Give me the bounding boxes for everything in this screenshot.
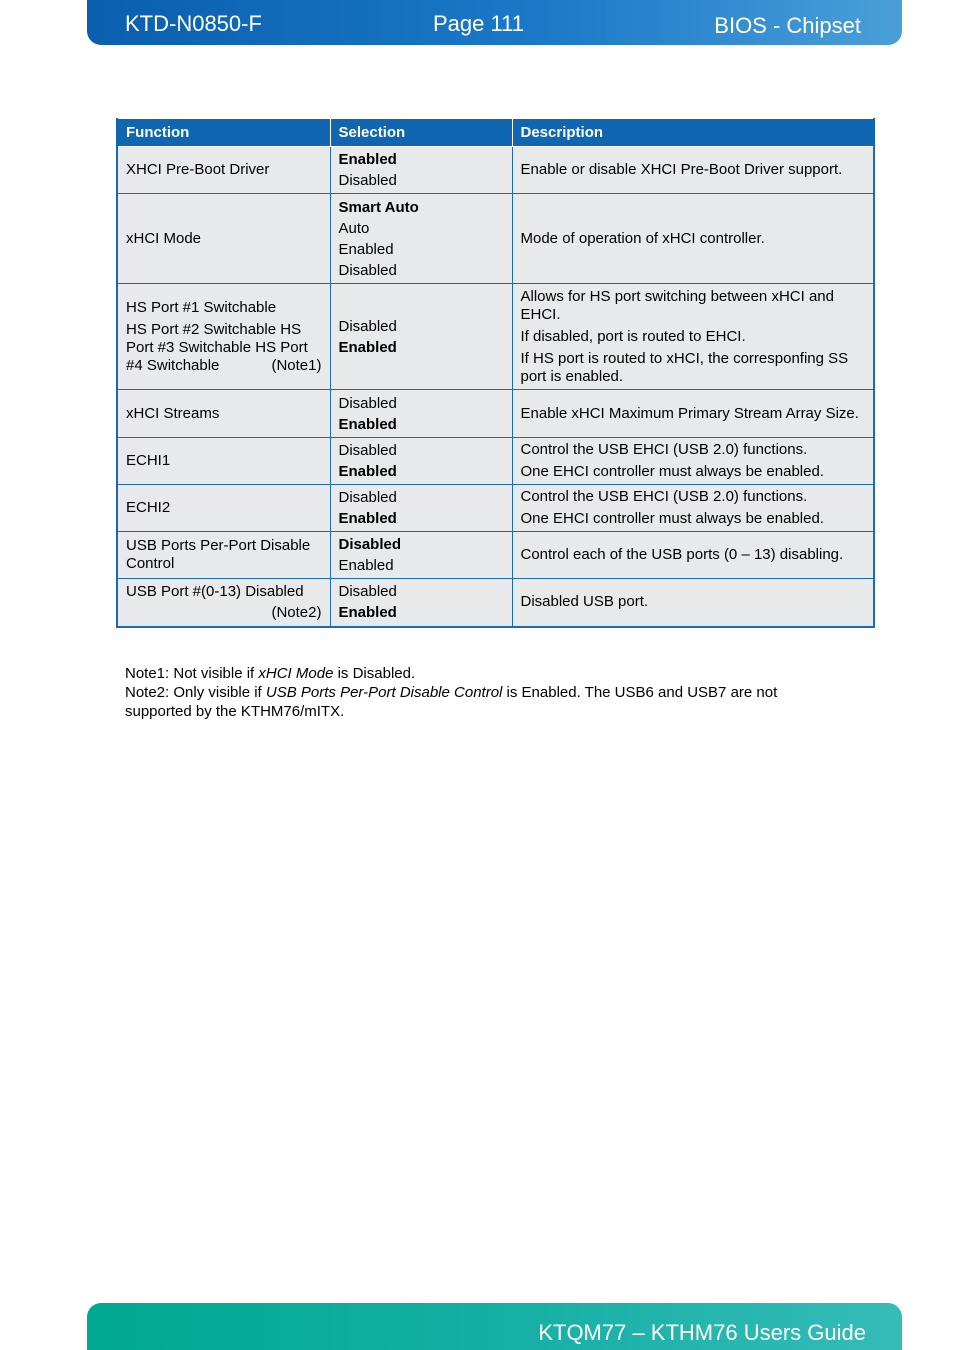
footer-title: KTQM77 – KTHM76 Users Guide bbox=[538, 1320, 866, 1345]
selection-cell bbox=[330, 438, 512, 485]
note-2 bbox=[125, 683, 845, 721]
function-text: ECHI1 bbox=[126, 452, 171, 469]
selection-cell bbox=[330, 194, 512, 284]
selection-option: Enabled bbox=[338, 463, 397, 480]
selection-option: Disabled bbox=[338, 394, 397, 412]
description-cell bbox=[512, 284, 874, 390]
selection-cell bbox=[330, 579, 512, 627]
selection-option: Disabled bbox=[338, 442, 397, 459]
selection-option: Enabled bbox=[338, 240, 394, 258]
description-cell bbox=[512, 579, 874, 627]
function-cell bbox=[117, 485, 330, 532]
note-1-text: Note1: Not visible if bbox=[125, 665, 259, 682]
selection-cell bbox=[330, 485, 512, 532]
description-text: Control the USB EHCI (USB 2.0) functions. bbox=[520, 441, 808, 458]
function-cell bbox=[117, 284, 330, 390]
description-cell bbox=[512, 438, 874, 485]
page-number: Page 111 bbox=[433, 11, 524, 36]
description-cell bbox=[512, 390, 874, 438]
bios-settings-table bbox=[116, 118, 875, 628]
table-row bbox=[117, 147, 874, 194]
function-text: HS Port #2 Switchable HS Port #3 Switchable HS Port #4 Switchable bbox=[126, 320, 308, 374]
selection-option: Enabled bbox=[338, 510, 397, 527]
selection-cell bbox=[330, 390, 512, 438]
description-text: One EHCI controller must always be enabled. bbox=[520, 510, 824, 527]
function-cell bbox=[117, 579, 330, 627]
description-text: Enable xHCI Maximum Primary Stream Array Size. bbox=[520, 404, 859, 422]
function-note: (Note2) bbox=[271, 603, 322, 621]
selection-cell bbox=[330, 532, 512, 579]
selection-option: Auto bbox=[338, 219, 370, 237]
description-text: If HS port is routed to xHCI, the corresponfing SS port is enabled. bbox=[520, 349, 849, 385]
function-text: XHCI Pre-Boot Driver bbox=[126, 161, 270, 178]
section-title: BIOS - Chipset bbox=[714, 13, 861, 38]
description-cell bbox=[512, 194, 874, 284]
selection-cell bbox=[330, 284, 512, 390]
page-header bbox=[87, 0, 902, 45]
function-text: USB Ports Per-Port Disable Control bbox=[126, 537, 311, 572]
selection-option: Smart Auto bbox=[338, 198, 419, 216]
note-2-text: Note2: Only visible if bbox=[125, 684, 266, 701]
function-text: ECHI2 bbox=[126, 499, 171, 516]
description-text: Control the USB EHCI (USB 2.0) functions. bbox=[520, 488, 808, 505]
document-id: KTD-N0850-F bbox=[125, 11, 262, 36]
table-row bbox=[117, 194, 874, 284]
selection-cell bbox=[330, 147, 512, 194]
function-note: (Note1) bbox=[271, 356, 322, 374]
description-text: Disabled USB port. bbox=[520, 593, 649, 611]
selection-option: Disabled bbox=[338, 261, 397, 279]
description-cell bbox=[512, 532, 874, 579]
selection-option: Enabled bbox=[338, 604, 397, 622]
column-header-description: Description bbox=[512, 119, 874, 147]
function-cell bbox=[117, 438, 330, 485]
function-cell bbox=[117, 390, 330, 438]
column-header-function: Function bbox=[117, 119, 330, 147]
page-footer bbox=[87, 1303, 902, 1350]
note-1 bbox=[125, 664, 845, 683]
function-cell bbox=[117, 532, 330, 579]
note-1-text-end: is Disabled. bbox=[333, 665, 416, 682]
selection-option: Disabled bbox=[338, 536, 402, 553]
description-text: Control each of the USB ports (0 – 13) disabling. bbox=[520, 546, 844, 563]
description-text: Mode of operation of xHCI controller. bbox=[520, 229, 765, 247]
note-1-reference: xHCI Mode bbox=[258, 665, 334, 682]
description-text: If disabled, port is routed to EHCI. bbox=[520, 327, 746, 345]
function-text: xHCI Mode bbox=[126, 229, 202, 247]
function-cell bbox=[117, 194, 330, 284]
notes-section bbox=[125, 664, 845, 721]
table-header-row bbox=[117, 119, 874, 147]
table-row bbox=[117, 485, 874, 532]
selection-option: Enabled bbox=[338, 338, 397, 356]
function-cell bbox=[117, 147, 330, 194]
table-row bbox=[117, 532, 874, 579]
description-cell bbox=[512, 147, 874, 194]
selection-option: Disabled bbox=[338, 172, 397, 189]
note-2-reference: USB Ports Per-Port Disable Control bbox=[265, 684, 503, 701]
column-header-selection: Selection bbox=[330, 119, 512, 147]
selection-option: Enabled bbox=[338, 151, 397, 168]
selection-option: Disabled bbox=[338, 583, 397, 601]
description-cell bbox=[512, 485, 874, 532]
function-text: HS Port #1 Switchable bbox=[126, 298, 277, 316]
description-text: Enable or disable XHCI Pre-Boot Driver support. bbox=[520, 161, 843, 178]
selection-option: Disabled bbox=[338, 489, 397, 506]
selection-option: Enabled bbox=[338, 557, 394, 574]
table-row bbox=[117, 579, 874, 627]
note-2-text-end: is Enabled. The USB6 and USB7 are not supported by the KTHM76/mITX. bbox=[125, 684, 778, 720]
function-text: USB Port #(0-13) Disabled bbox=[126, 582, 304, 600]
table-row bbox=[117, 390, 874, 438]
description-text: Allows for HS port switching between xHCI and EHCI. bbox=[520, 287, 834, 323]
table-row bbox=[117, 438, 874, 485]
function-text: xHCI Streams bbox=[126, 404, 220, 422]
description-text: One EHCI controller must always be enabled. bbox=[520, 463, 824, 480]
selection-option: Enabled bbox=[338, 415, 397, 433]
selection-option: Disabled bbox=[338, 317, 397, 335]
table-row bbox=[117, 284, 874, 390]
